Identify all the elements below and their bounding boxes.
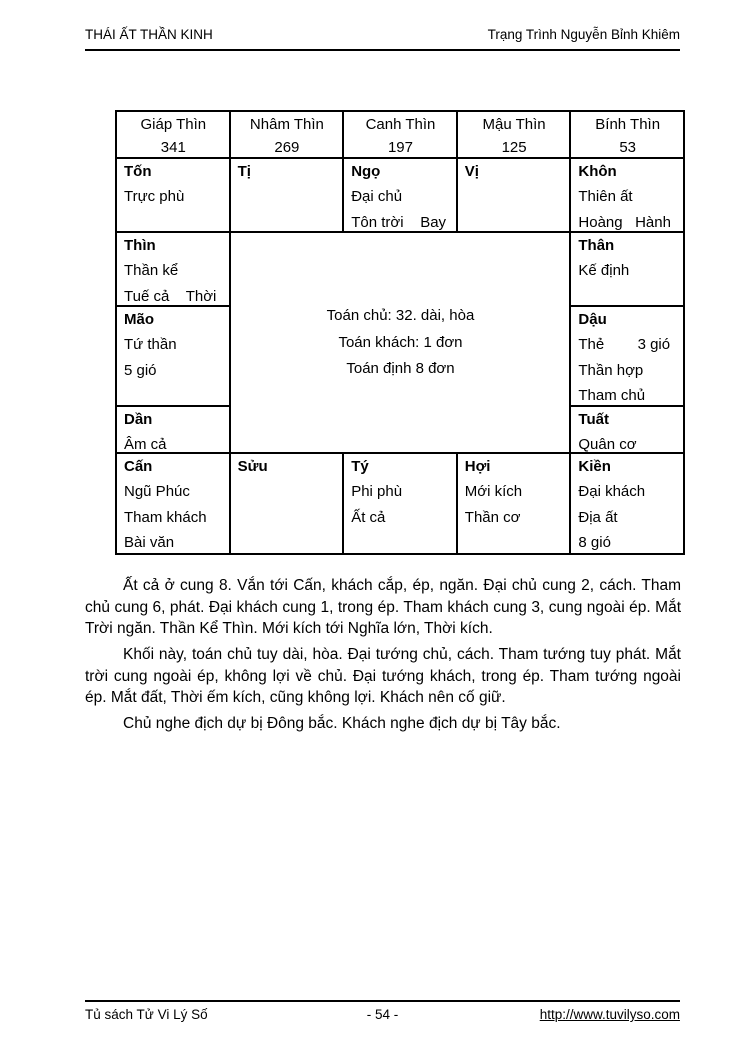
palace-vi bbox=[457, 158, 571, 232]
center-calculations bbox=[230, 232, 571, 453]
palace-title: Dậu bbox=[578, 311, 607, 328]
year-cell-nham-thin bbox=[230, 111, 344, 158]
year-value: 125 bbox=[501, 139, 527, 156]
toan-dinh-line: Toán định 8 đơn bbox=[346, 360, 455, 378]
palace-line: Tham chủ bbox=[578, 387, 646, 404]
paragraph-1: Ất cả ở cung 8. Vắn tới Cấn, khách cắp, ép, ngăn. Đại chủ cung 2, cách. Tham chủ cung 6, phát. Đại khách cung 1, trong ép. Tham khách cung 3, cung ngoài ép. Mắt Trời ngăn. Thần Kể Thìn. Mới kích tới Nghĩa lớn, Thời kích. bbox=[85, 577, 681, 637]
palace-ti bbox=[230, 158, 344, 232]
palace-title: Thìn bbox=[124, 237, 156, 254]
palace-line: Đại chủ bbox=[351, 188, 403, 205]
year-cell-giap-thin bbox=[116, 111, 230, 158]
palace-title: Tị bbox=[237, 163, 251, 180]
year-cell-binh-thin bbox=[570, 111, 684, 158]
palace-line: Hoàng Hành bbox=[578, 213, 671, 231]
year-label: Nhâm Thìn bbox=[249, 116, 324, 133]
commentary-text bbox=[85, 575, 681, 739]
palace-line: Ngũ Phúc bbox=[124, 483, 190, 500]
palace-line: Kế định bbox=[578, 262, 630, 279]
palace-title: Tuất bbox=[578, 411, 609, 428]
toan-chu-line: Toán chủ: 32. dài, hòa bbox=[326, 307, 475, 325]
year-value: 341 bbox=[160, 139, 186, 156]
palace-title: Hợi bbox=[464, 458, 491, 475]
palace-grid-table bbox=[115, 110, 685, 555]
paragraph-3: Chủ nghe địch dự bị Đông bắc. Khách nghe địch dự bị Tây bắc. bbox=[123, 715, 561, 732]
palace-line: Tham khách bbox=[124, 508, 207, 526]
palace-kien bbox=[570, 453, 684, 554]
palace-line: Mới kích bbox=[464, 483, 523, 500]
palace-line: Thẻ 3 gió bbox=[578, 336, 671, 353]
palace-hoi bbox=[457, 453, 571, 554]
palace-line: Trực phù bbox=[124, 188, 185, 205]
palace-line: 5 gió bbox=[124, 361, 157, 379]
palace-line: Bài văn bbox=[124, 534, 175, 551]
palace-suu bbox=[230, 453, 344, 554]
palace-line: Tôn trời Bay bbox=[351, 213, 447, 231]
palace-title: Thân bbox=[578, 237, 615, 254]
palace-title: Tốn bbox=[124, 163, 152, 180]
palace-line: Thần cơ bbox=[464, 508, 521, 526]
year-label: Bính Thìn bbox=[595, 116, 661, 133]
palace-ton bbox=[116, 158, 230, 232]
palace-tuat bbox=[570, 406, 684, 453]
page-number: - 54 - bbox=[366, 1007, 399, 1022]
page-header bbox=[85, 27, 680, 51]
palace-line: Tuế cả Thời bbox=[124, 287, 217, 305]
palace-title: Vị bbox=[464, 163, 479, 180]
book-title: THÁI ẤT THẦN KINH bbox=[85, 27, 213, 42]
palace-line: Thần kể bbox=[124, 262, 179, 279]
palace-than bbox=[570, 232, 684, 306]
footer-website-link[interactable]: http://www.tuvilyso.com bbox=[539, 1007, 680, 1022]
year-value: 53 bbox=[619, 139, 637, 156]
palace-line: Phi phù bbox=[351, 483, 403, 500]
palace-title: Ngọ bbox=[351, 163, 381, 180]
palace-khon bbox=[570, 158, 684, 232]
palace-dau bbox=[570, 306, 684, 406]
palace-line: Ất cả bbox=[351, 508, 386, 526]
palace-title: Cấn bbox=[124, 458, 153, 475]
palace-ngo bbox=[343, 158, 457, 232]
palace-title: Kiền bbox=[578, 458, 611, 475]
page-footer bbox=[85, 1000, 680, 1023]
palace-ty bbox=[343, 453, 457, 554]
palace-title: Sửu bbox=[237, 458, 268, 475]
palace-line: Quân cơ bbox=[578, 436, 637, 453]
year-value: 197 bbox=[387, 139, 413, 156]
palace-line: Thiên ất bbox=[578, 188, 633, 205]
palace-line: Tứ thần bbox=[124, 336, 177, 353]
year-cell-mau-thin bbox=[457, 111, 571, 158]
author-name: Trạng Trình Nguyễn Bỉnh Khiêm bbox=[487, 27, 680, 42]
palace-title: Khôn bbox=[578, 163, 617, 180]
palace-line: Đại khách bbox=[578, 483, 646, 500]
palace-title: Tý bbox=[351, 458, 369, 475]
palace-line: Địa ất bbox=[578, 508, 618, 526]
toan-khach-line: Toán khách: 1 đơn bbox=[338, 333, 463, 351]
palace-can bbox=[116, 453, 230, 554]
year-label: Canh Thìn bbox=[365, 116, 436, 133]
year-label: Giáp Thìn bbox=[140, 116, 207, 133]
palace-line: 8 gió bbox=[578, 534, 611, 551]
palace-line: Âm cả bbox=[124, 436, 167, 453]
palace-dan bbox=[116, 406, 230, 453]
year-cell-canh-thin bbox=[343, 111, 457, 158]
palace-title: Dần bbox=[124, 411, 153, 428]
palace-thin bbox=[116, 232, 230, 306]
palace-title: Mão bbox=[124, 311, 154, 328]
year-label: Mậu Thìn bbox=[482, 116, 546, 133]
palace-mao bbox=[116, 306, 230, 406]
footer-series-title: Tủ sách Tử Vi Lý Số bbox=[85, 1007, 208, 1022]
palace-line: Thần hợp bbox=[578, 361, 644, 379]
year-value: 269 bbox=[274, 139, 300, 156]
paragraph-2: Khối này, toán chủ tuy dài, hòa. Đại tướng chủ, cách. Tham tướng tuy phát. Mắt trời cung ngoài ép, không lợi về chủ. Đại tướng khách, trong ép. Tham tướng ngoài ép. Mắt đất, Thời ếm kích, cũng không lợi. Khách nên cố giữ. bbox=[85, 646, 681, 706]
